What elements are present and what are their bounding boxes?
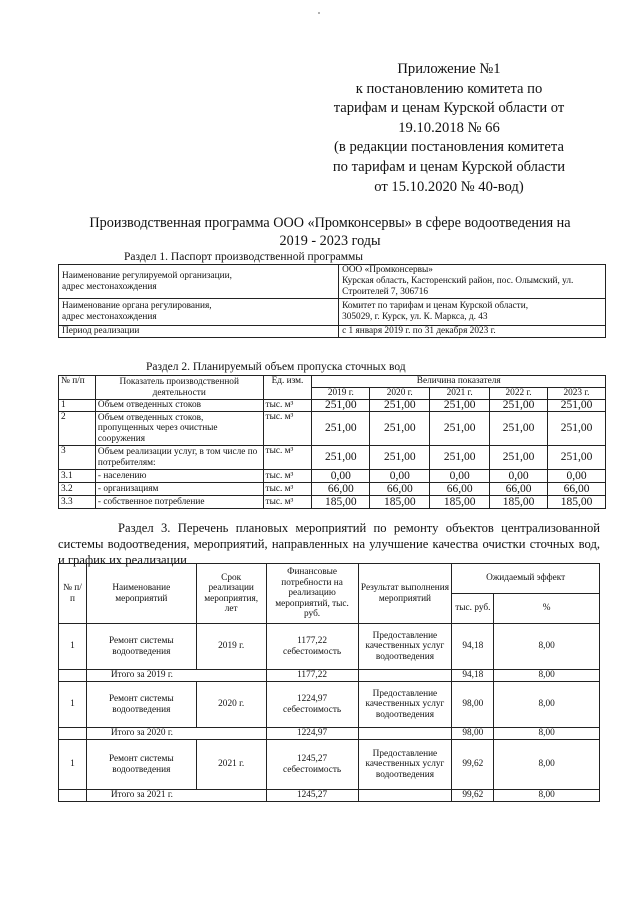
cell-text: 305029, г. Курск, ул. К. Маркса, д. 43 xyxy=(342,312,488,322)
row-num: 1 xyxy=(59,740,87,790)
row-year: 2020 г. xyxy=(196,682,266,728)
table-row xyxy=(59,299,606,326)
section2-heading: Раздел 2. Планируемый объем пропуска сточных вод xyxy=(146,361,406,373)
row-value: 251,00 xyxy=(490,446,548,470)
table-row xyxy=(59,740,600,790)
col-header-effect-pct: % xyxy=(494,594,600,624)
finance-value: 1177,22 xyxy=(297,636,327,646)
finance-value: 1224,97 xyxy=(296,694,328,704)
row-value: 0,00 xyxy=(430,470,490,483)
cell-text: Комитет по тарифам и ценам Курской области, xyxy=(342,301,529,311)
table-row xyxy=(59,446,606,470)
total-effect-rub: 98,00 xyxy=(452,728,494,740)
table-cell: с 1 января 2019 г. по 31 декабря 2023 г. xyxy=(339,326,606,338)
row-value: 251,00 xyxy=(370,446,430,470)
table-row xyxy=(59,682,600,728)
total-label: Итого за 2019 г. xyxy=(86,670,266,682)
total-finance: 1224,97 xyxy=(266,728,358,740)
row-year: 2021 г. xyxy=(196,740,266,790)
year-header: 2020 г. xyxy=(370,388,430,400)
col-header-value: Величина показателя xyxy=(312,376,606,388)
cell-text: Строителей 7, 306716 xyxy=(342,287,429,297)
col-header-num: № п/п xyxy=(59,376,96,400)
row-effect-rub: 98,00 xyxy=(452,682,494,728)
table-row xyxy=(59,265,606,299)
row-effect-pct: 8,00 xyxy=(494,682,600,728)
row-value: 185,00 xyxy=(370,496,430,509)
table-row xyxy=(59,326,606,338)
row-num: 3.1 xyxy=(59,470,96,483)
total-row xyxy=(59,790,600,802)
total-effect-rub: 94,18 xyxy=(452,670,494,682)
col-header-finance: Финансовые потребности на реализацию мероприятий, тыс. руб. xyxy=(266,564,358,624)
row-name: Ремонт системы водоотведения xyxy=(86,682,196,728)
header-line: Приложение №1 xyxy=(397,61,501,77)
row-name: Ремонт системы водоотведения xyxy=(86,624,196,670)
row-value: 251,00 xyxy=(430,412,490,446)
row-value: 251,00 xyxy=(312,412,370,446)
row-value: 251,00 xyxy=(490,412,548,446)
total-label: Итого за 2021 г. xyxy=(86,790,266,802)
table-row xyxy=(59,412,606,446)
row-value: 66,00 xyxy=(370,483,430,496)
year-header: 2021 г. xyxy=(430,388,490,400)
scan-speck xyxy=(318,12,320,14)
col-header-term: Срок реализации мероприятия, лет xyxy=(196,564,266,624)
row-value: 0,00 xyxy=(312,470,370,483)
cell-text: Наименование органа регулирования, xyxy=(62,301,212,311)
row-result: Предоставление качественных услуг водоотведения xyxy=(358,740,452,790)
row-unit: тыс. м³ xyxy=(263,400,312,412)
year-header: 2022 г. xyxy=(490,388,548,400)
section1-heading: Раздел 1. Паспорт производственной программы xyxy=(124,251,363,263)
row-name: - организациям xyxy=(95,483,263,496)
row-num: 3.2 xyxy=(59,483,96,496)
row-value: 251,00 xyxy=(490,400,548,412)
appendix-header xyxy=(296,60,602,197)
row-value: 0,00 xyxy=(548,470,606,483)
table-row xyxy=(59,624,600,670)
row-num: 3 xyxy=(59,446,96,470)
row-effect-pct: 8,00 xyxy=(494,624,600,670)
col-header-indicator: Показатель производственной деятельности xyxy=(95,376,263,400)
row-value: 66,00 xyxy=(312,483,370,496)
finance-value: 1245,27 xyxy=(296,754,328,764)
total-effect-pct: 8,00 xyxy=(494,790,600,802)
header-line: к постановлению комитета по xyxy=(355,80,543,97)
header-line: 19.10.2018 № 66 xyxy=(398,119,500,136)
row-unit: тыс. м³ xyxy=(263,483,312,496)
table-row xyxy=(59,483,606,496)
total-effect-pct: 8,00 xyxy=(494,728,600,740)
table-cell xyxy=(59,265,339,299)
table-row xyxy=(59,496,606,509)
row-result: Предоставление качественных услуг водоотведения xyxy=(358,682,452,728)
row-value: 185,00 xyxy=(312,496,370,509)
cell-text: адрес местонахождения xyxy=(62,281,157,292)
title-line-2: 2019 - 2023 годы xyxy=(279,233,381,249)
total-finance: 1177,22 xyxy=(266,670,358,682)
cell-text: Наименование регулируемой организации, xyxy=(62,270,232,281)
year-header: 2023 г. xyxy=(548,388,606,400)
cell-text: ООО «Промконсервы» xyxy=(342,265,433,275)
row-finance xyxy=(266,682,358,728)
finance-source: себестоимость xyxy=(282,764,342,775)
table-cell xyxy=(59,299,339,326)
row-unit: тыс. м³ xyxy=(263,412,312,446)
header-line: (в редакции постановления комитета xyxy=(334,139,564,156)
row-effect-pct: 8,00 xyxy=(494,740,600,790)
table-cell xyxy=(339,299,606,326)
row-value: 251,00 xyxy=(548,412,606,446)
row-name: Объем отведенных стоков xyxy=(95,400,263,412)
measures-table xyxy=(58,563,600,802)
row-num: 1 xyxy=(59,400,96,412)
row-unit: тыс. м³ xyxy=(263,496,312,509)
row-value: 251,00 xyxy=(430,400,490,412)
col-header-num: № п/п xyxy=(59,564,87,624)
col-header-unit: Ед. изм. xyxy=(263,376,312,400)
row-name: Ремонт системы водоотведения xyxy=(86,740,196,790)
row-unit: тыс. м³ xyxy=(263,470,312,483)
col-header-effect: Ожидаемый эффект xyxy=(452,564,600,594)
col-header-result: Результат выполнения мероприятий xyxy=(358,564,452,624)
cell-text: Курская область, Касторенский район, пос. Олымский, ул. xyxy=(342,276,574,286)
row-num: 3.3 xyxy=(59,496,96,509)
table-cell: Период реализации xyxy=(59,326,339,338)
row-finance xyxy=(266,740,358,790)
row-year: 2019 г. xyxy=(196,624,266,670)
row-value: 66,00 xyxy=(430,483,490,496)
row-name: Объем реализации услуг, в том числе по потребителям: xyxy=(95,446,263,470)
table-cell xyxy=(339,265,606,299)
header-line: от 15.10.2020 № 40-вод) xyxy=(374,178,524,195)
volume-table xyxy=(58,375,606,509)
year-header: 2019 г. xyxy=(312,388,370,400)
total-row xyxy=(59,670,600,682)
finance-source: себестоимость xyxy=(282,646,342,657)
row-effect-rub: 99,62 xyxy=(452,740,494,790)
row-name: Объем отведенных стоков, пропущенных через очистные сооружения xyxy=(95,412,263,446)
row-effect-rub: 94,18 xyxy=(452,624,494,670)
finance-source: себестоимость xyxy=(282,704,342,715)
row-value: 185,00 xyxy=(548,496,606,509)
col-header-effect-rub: тыс. руб. xyxy=(452,594,494,624)
row-unit: тыс. м³ xyxy=(263,446,312,470)
total-row xyxy=(59,728,600,740)
row-value: 66,00 xyxy=(548,483,606,496)
header-line: тарифам и ценам Курской области от xyxy=(333,100,565,117)
row-num: 2 xyxy=(59,412,96,446)
row-finance xyxy=(266,624,358,670)
row-value: 0,00 xyxy=(370,470,430,483)
row-value: 251,00 xyxy=(312,446,370,470)
title-line-1: Производственная программа ООО «Промконсервы» в сфере водоотведения на xyxy=(89,215,571,231)
total-effect-rub: 99,62 xyxy=(452,790,494,802)
table-row xyxy=(59,470,606,483)
total-effect-pct: 8,00 xyxy=(494,670,600,682)
row-num: 1 xyxy=(59,682,87,728)
table-row xyxy=(59,400,606,412)
row-value: 251,00 xyxy=(312,400,370,412)
row-value: 0,00 xyxy=(490,470,548,483)
passport-table xyxy=(58,264,606,338)
row-num: 1 xyxy=(59,624,87,670)
row-value: 185,00 xyxy=(490,496,548,509)
row-name: - собственное потребление xyxy=(95,496,263,509)
row-value: 251,00 xyxy=(430,446,490,470)
section3-heading: Раздел 3. Перечень плановых мероприятий по ремонту объектов централизованной системы водоотведения, мероприятий, направленных на улучшение качества очистки сточных вод, и график их реализации xyxy=(58,521,600,567)
row-value: 66,00 xyxy=(490,483,548,496)
table-header-row xyxy=(59,376,606,388)
row-value: 251,00 xyxy=(548,400,606,412)
row-value: 185,00 xyxy=(430,496,490,509)
row-result: Предоставление качественных услуг водоотведения xyxy=(358,624,452,670)
row-value: 251,00 xyxy=(548,446,606,470)
header-line: по тарифам и ценам Курской области xyxy=(332,158,566,175)
row-name: - населению xyxy=(95,470,263,483)
row-value: 251,00 xyxy=(370,412,430,446)
document-title xyxy=(60,214,600,250)
cell-text: адрес местонахождения xyxy=(62,312,157,322)
total-finance: 1245,27 xyxy=(266,790,358,802)
col-header-name: Наименование мероприятий xyxy=(86,564,196,624)
table-header-row xyxy=(59,564,600,594)
total-label: Итого за 2020 г. xyxy=(86,728,266,740)
row-value: 251,00 xyxy=(370,400,430,412)
